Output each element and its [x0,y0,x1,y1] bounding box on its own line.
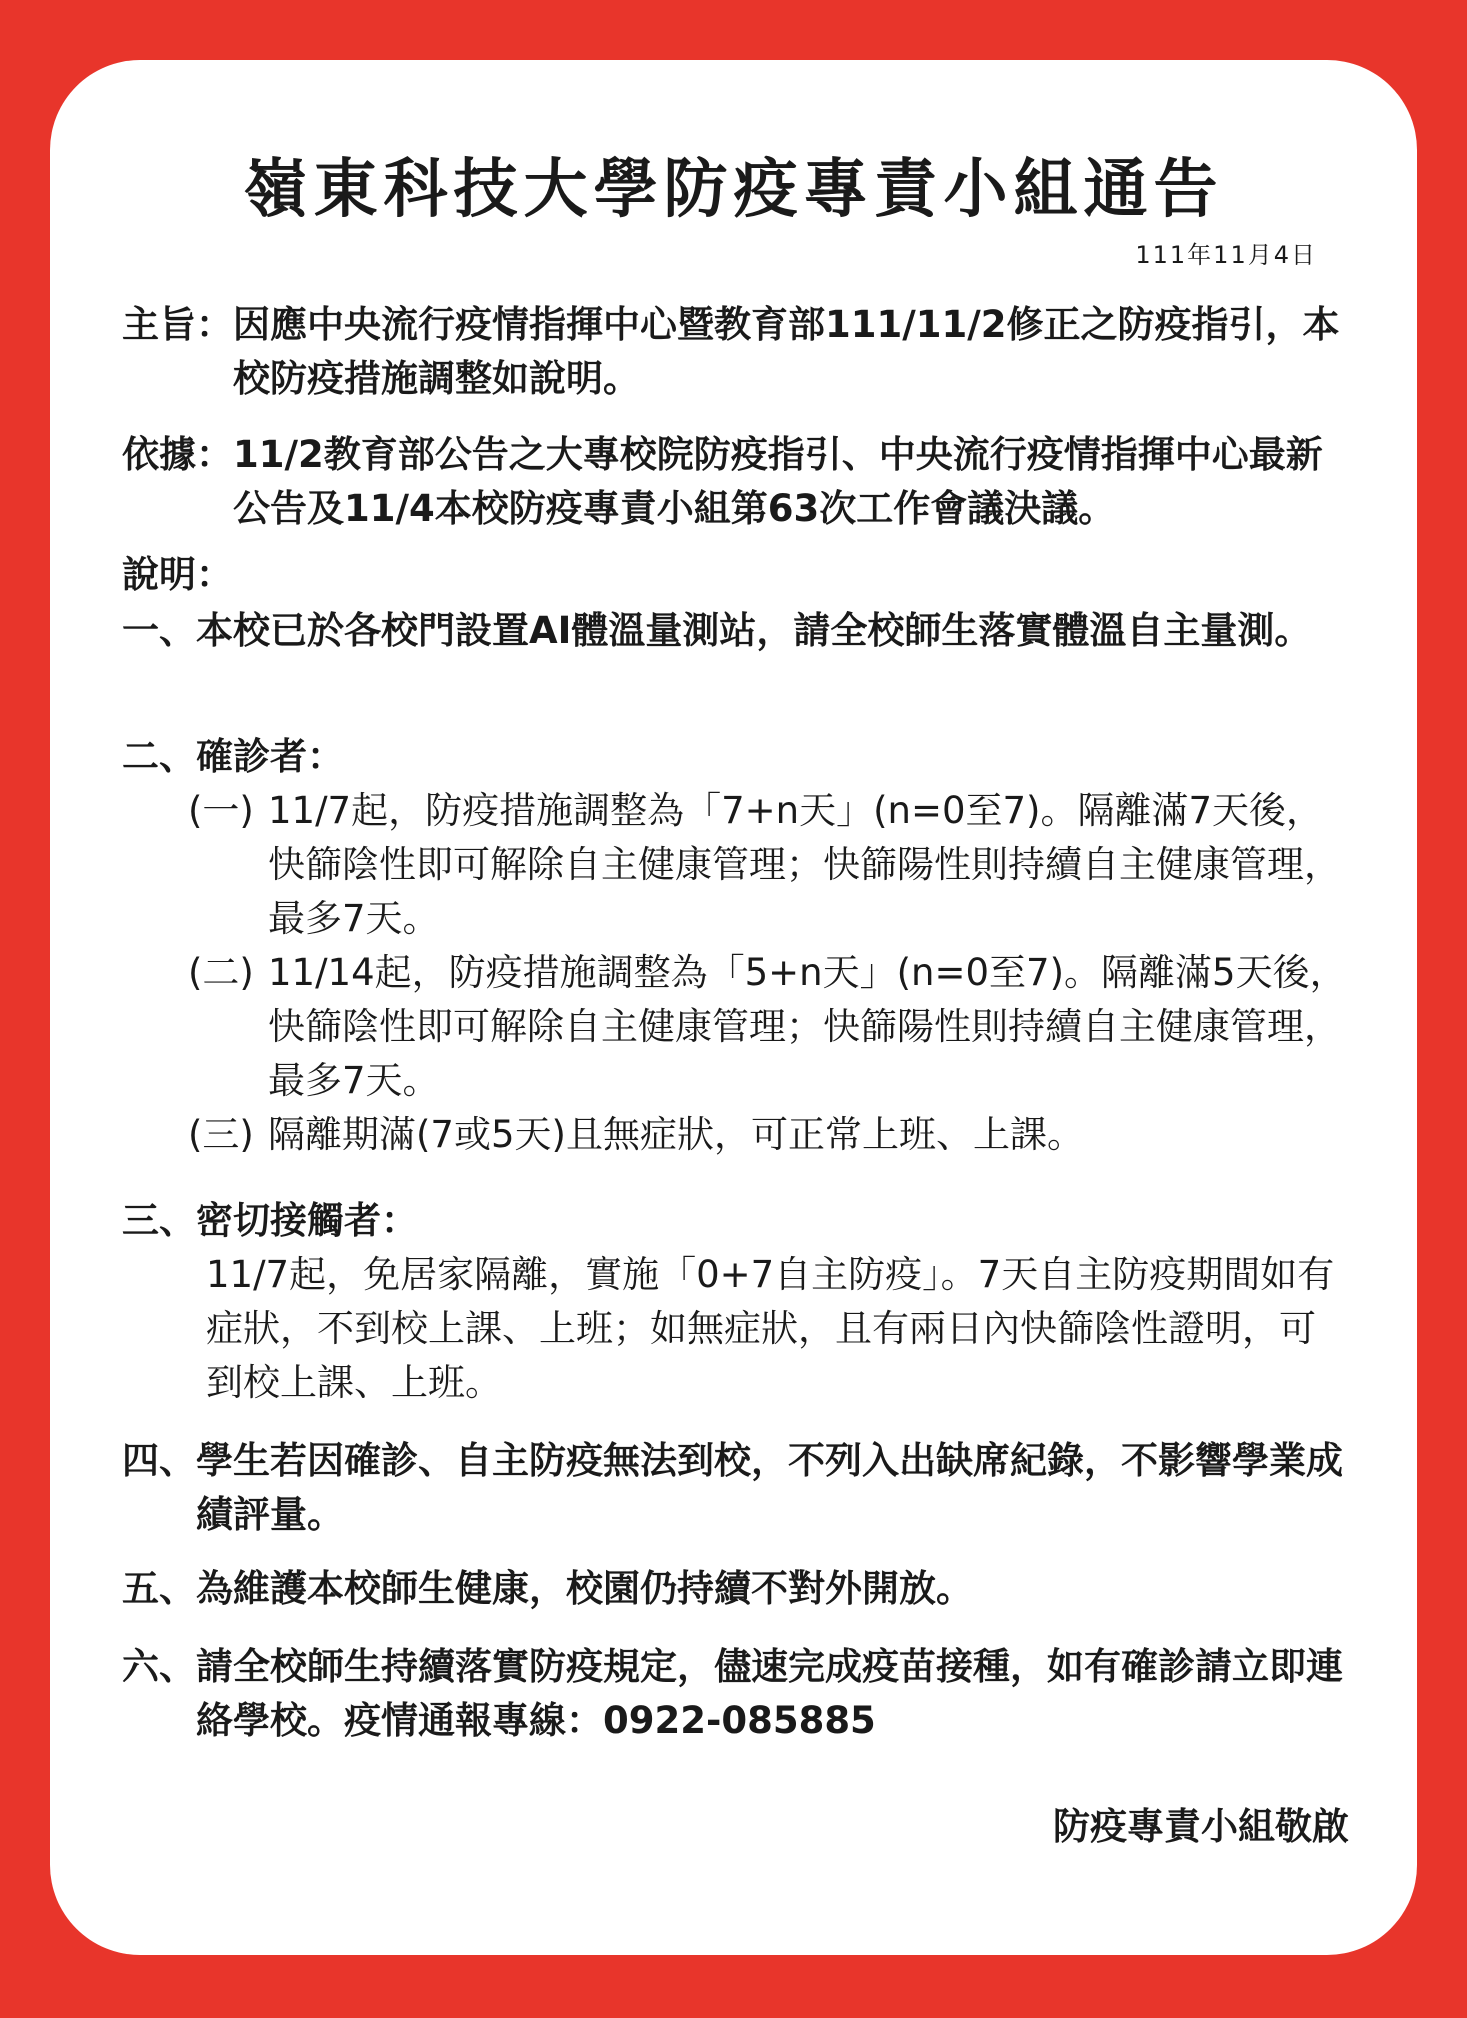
notice-date: 111年11月4日 [1135,241,1317,269]
subitem-mark: (一) [188,789,254,832]
subject-text: 因應中央流行疫情指揮中心暨教育部111/11/2修正之防疫指引，本校防疫措施調整如說明。 [233,303,1340,400]
item-3-detail: 11/7起，免居家隔離，實施「0+7自主防疫」。7天自主防疫期間如有症狀，不到校上課、上班；如無症狀，且有兩日內快篩陰性證明，可到校上課、上班。 [206,1253,1335,1404]
item-number: 六、 [122,1645,196,1688]
item-4 [122,1434,1352,1542]
item-1 [122,604,1352,658]
item-text: 本校已於各校門設置AI體溫量測站，請全校師生落實體溫自主量測。 [196,609,1312,652]
subitem-text: 隔離期滿(7或5天)且無症狀，可正常上班、上課。 [268,1113,1084,1156]
item-number: 一、 [122,609,196,652]
signature: 防疫專責小組敬啟 [1053,1805,1349,1848]
item-text: 請全校師生持續落實防疫規定，儘速完成疫苗接種，如有確診請立即連絡學校。疫情通報專線：0922-085885 [196,1645,1343,1742]
subitem-1 [188,784,1352,946]
item-text: 密切接觸者： [196,1199,418,1242]
item-text: 為維護本校師生健康，校園仍持續不對外開放。 [196,1567,973,1610]
subitem-text: 11/14起，防疫措施調整為「5+n天」(n=0至7)。隔離滿5天後，快篩陰性即可解除自主健康管理；快篩陽性則持續自主健康管理，最多7天。 [268,951,1347,1102]
subitem-mark: (二) [188,951,254,994]
subitem-mark: (三) [188,1113,254,1156]
subject-section [122,298,1352,406]
subitem-2 [188,946,1352,1108]
basis-section [122,428,1352,536]
item-2-heading [122,730,1352,784]
item-3-heading [122,1194,1352,1248]
subitem-text: 11/7起，防疫措施調整為「7+n天」(n=0至7)。隔離滿7天後，快篩陰性即可解除自主健康管理；快篩陽性則持續自主健康管理，最多7天。 [268,789,1341,940]
notice-title: 嶺東科技大學防疫專責小組通告 [243,153,1224,227]
basis-text: 11/2教育部公告之大專校院防疫指引、中央流行疫情指揮中心最新公告及11/4本校防疫專責小組第63次工作會議決議。 [233,433,1323,530]
item-6 [122,1640,1352,1748]
item-number: 四、 [122,1439,196,1482]
item-text: 確診者： [196,735,344,778]
subitem-3 [188,1108,1352,1162]
basis-label: 依據： [122,433,233,476]
explain-label: 說明： [122,553,233,596]
subject-label: 主旨： [122,303,233,346]
item-number: 二、 [122,735,196,778]
item-number: 三、 [122,1199,196,1242]
item-3 [122,1194,1352,1410]
item-number: 五、 [122,1567,196,1610]
item-2 [122,730,1352,1162]
item-text: 學生若因確診、自主防疫無法到校，不列入出缺席紀錄，不影響學業成績評量。 [196,1439,1343,1536]
item-5 [122,1562,1352,1616]
